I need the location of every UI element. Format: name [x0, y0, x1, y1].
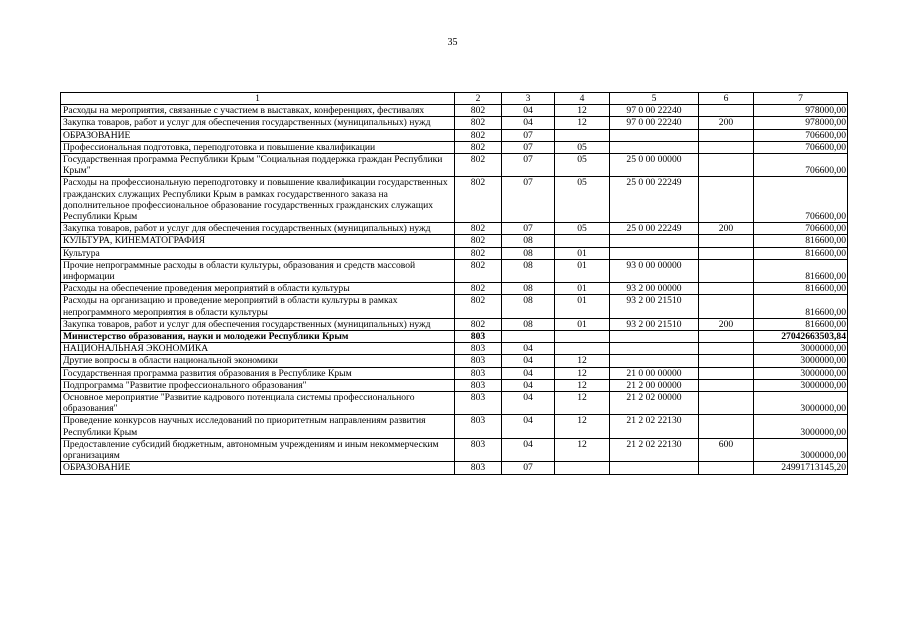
department-code-cell: 802 [455, 177, 502, 223]
department-code-cell: 803 [455, 438, 502, 461]
subsection-code-cell: 12 [555, 415, 610, 438]
amount-cell: 816600,00 [754, 318, 848, 330]
expense-name-cell: ОБРАЗОВАНИЕ [61, 129, 455, 141]
target-article-cell: 21 2 02 22130 [610, 415, 699, 438]
subsection-code-cell: 05 [555, 177, 610, 223]
expense-type-cell: 200 [699, 223, 754, 235]
target-article-cell: 21 2 02 00000 [610, 392, 699, 415]
target-article-cell: 21 0 00 00000 [610, 367, 699, 379]
amount-cell: 816600,00 [754, 259, 848, 282]
department-code-cell: 802 [455, 247, 502, 259]
target-article-cell [610, 462, 699, 474]
department-code-cell: 802 [455, 318, 502, 330]
expense-name-cell: Предоставление субсидий бюджетным, автономным учреждениям и иным некоммерческим организациям [61, 438, 455, 461]
header-cell: 2 [455, 93, 502, 105]
table-row [61, 392, 848, 415]
table-row [61, 295, 848, 318]
table-row [61, 129, 848, 141]
target-article-cell [610, 331, 699, 343]
header-cell: 7 [754, 93, 848, 105]
section-code-cell: 08 [502, 235, 555, 247]
department-code-cell: 802 [455, 141, 502, 153]
subsection-code-cell: 12 [555, 367, 610, 379]
amount-cell: 3000000,00 [754, 438, 848, 461]
target-article-cell: 25 0 00 22249 [610, 177, 699, 223]
department-code-cell: 803 [455, 355, 502, 367]
table-row [61, 355, 848, 367]
department-code-cell: 803 [455, 462, 502, 474]
target-article-cell [610, 355, 699, 367]
subsection-code-cell: 01 [555, 295, 610, 318]
section-code-cell: 07 [502, 129, 555, 141]
subsection-code-cell: 12 [555, 392, 610, 415]
amount-cell: 3000000,00 [754, 367, 848, 379]
subsection-code-cell: 05 [555, 154, 610, 177]
expense-name-cell: КУЛЬТУРА, КИНЕМАТОГРАФИЯ [61, 235, 455, 247]
subsection-code-cell: 12 [555, 117, 610, 129]
department-code-cell: 802 [455, 117, 502, 129]
section-code-cell: 07 [502, 462, 555, 474]
header-cell: 3 [502, 93, 555, 105]
amount-cell: 706600,00 [754, 141, 848, 153]
table-row [61, 247, 848, 259]
table-row [61, 367, 848, 379]
subsection-code-cell [555, 343, 610, 355]
target-article-cell: 25 0 00 00000 [610, 154, 699, 177]
expense-type-cell [699, 177, 754, 223]
table-row [61, 177, 848, 223]
header-cell: 4 [555, 93, 610, 105]
amount-cell: 3000000,00 [754, 343, 848, 355]
expense-type-cell [699, 129, 754, 141]
subsection-code-cell: 01 [555, 259, 610, 282]
subsection-code-cell [555, 331, 610, 343]
department-code-cell: 802 [455, 129, 502, 141]
header-cell: 1 [61, 93, 455, 105]
amount-cell: 816600,00 [754, 283, 848, 295]
expense-type-cell: 600 [699, 438, 754, 461]
department-code-cell: 802 [455, 105, 502, 117]
target-article-cell: 21 2 00 00000 [610, 379, 699, 391]
target-article-cell [610, 141, 699, 153]
expense-type-cell [699, 295, 754, 318]
amount-cell: 706600,00 [754, 223, 848, 235]
header-cell: 6 [699, 93, 754, 105]
budget-table [60, 92, 848, 475]
target-article-cell: 93 2 00 00000 [610, 283, 699, 295]
table-row [61, 331, 848, 343]
section-code-cell: 07 [502, 223, 555, 235]
expense-name-cell: Проведение конкурсов научных исследований по приоритетным направлениям развития Республики Крым [61, 415, 455, 438]
department-code-cell: 802 [455, 235, 502, 247]
section-code-cell: 04 [502, 117, 555, 129]
department-code-cell: 803 [455, 367, 502, 379]
amount-cell: 706600,00 [754, 129, 848, 141]
section-code-cell: 07 [502, 177, 555, 223]
subsection-code-cell: 01 [555, 283, 610, 295]
department-code-cell: 803 [455, 379, 502, 391]
section-code-cell: 04 [502, 379, 555, 391]
table-row [61, 259, 848, 282]
expense-name-cell: Профессиональная подготовка, переподготовка и повышение квалификации [61, 141, 455, 153]
expense-type-cell [699, 343, 754, 355]
subsection-code-cell: 12 [555, 438, 610, 461]
expense-type-cell [699, 259, 754, 282]
expense-type-cell [699, 154, 754, 177]
expense-name-cell: Государственная программа развития образования в Республике Крым [61, 367, 455, 379]
amount-cell: 816600,00 [754, 235, 848, 247]
expense-name-cell: ОБРАЗОВАНИЕ [61, 462, 455, 474]
target-article-cell [610, 129, 699, 141]
section-code-cell [502, 331, 555, 343]
table-row [61, 235, 848, 247]
target-article-cell [610, 247, 699, 259]
expense-type-cell [699, 392, 754, 415]
department-code-cell: 802 [455, 295, 502, 318]
amount-cell: 816600,00 [754, 295, 848, 318]
expense-type-cell [699, 331, 754, 343]
table-row [61, 318, 848, 330]
table-row [61, 343, 848, 355]
section-code-cell: 04 [502, 438, 555, 461]
department-code-cell: 802 [455, 283, 502, 295]
department-code-cell: 803 [455, 415, 502, 438]
target-article-cell: 97 0 00 22240 [610, 105, 699, 117]
expense-name-cell: Расходы на организацию и проведение мероприятий в области культуры в рамках непрограммного мероприятия в области культуры [61, 295, 455, 318]
section-code-cell: 08 [502, 259, 555, 282]
table-row [61, 117, 848, 129]
expense-name-cell: Культура [61, 247, 455, 259]
amount-cell: 3000000,00 [754, 379, 848, 391]
subsection-code-cell: 12 [555, 105, 610, 117]
expense-type-cell [699, 235, 754, 247]
section-code-cell: 07 [502, 154, 555, 177]
department-code-cell: 803 [455, 392, 502, 415]
expense-type-cell: 200 [699, 117, 754, 129]
amount-cell: 3000000,00 [754, 355, 848, 367]
expense-name-cell: Прочие непрограммные расходы в области культуры, образования и средств массовой информации [61, 259, 455, 282]
table-row [61, 462, 848, 474]
target-article-cell: 25 0 00 22249 [610, 223, 699, 235]
expense-name-cell: Другие вопросы в области национальной экономики [61, 355, 455, 367]
expense-name-cell: Закупка товаров, работ и услуг для обеспечения государственных (муниципальных) нужд [61, 117, 455, 129]
header-row [61, 93, 848, 105]
amount-cell: 978000,00 [754, 105, 848, 117]
table-row [61, 154, 848, 177]
table-row [61, 379, 848, 391]
target-article-cell: 21 2 02 22130 [610, 438, 699, 461]
amount-cell: 816600,00 [754, 247, 848, 259]
section-code-cell: 08 [502, 283, 555, 295]
section-code-cell: 08 [502, 318, 555, 330]
expense-type-cell [699, 415, 754, 438]
target-article-cell: 93 0 00 00000 [610, 259, 699, 282]
amount-cell: 706600,00 [754, 154, 848, 177]
expense-type-cell [699, 367, 754, 379]
expense-name-cell: Закупка товаров, работ и услуг для обеспечения государственных (муниципальных) нужд [61, 318, 455, 330]
subsection-code-cell: 01 [555, 318, 610, 330]
subsection-code-cell: 01 [555, 247, 610, 259]
expense-name-cell: Расходы на обеспечение проведения мероприятий в области культуры [61, 283, 455, 295]
section-code-cell: 04 [502, 392, 555, 415]
expense-type-cell [699, 247, 754, 259]
subsection-code-cell [555, 235, 610, 247]
target-article-cell: 93 2 00 21510 [610, 295, 699, 318]
expense-name-cell: НАЦИОНАЛЬНАЯ ЭКОНОМИКА [61, 343, 455, 355]
expense-name-cell: Расходы на мероприятия, связанные с участием в выставках, конференциях, фестивалях [61, 105, 455, 117]
page-number: 35 [447, 37, 458, 48]
amount-cell: 3000000,00 [754, 415, 848, 438]
expense-name-cell: Подпрограмма "Развитие профессионального образования" [61, 379, 455, 391]
expense-name-cell: Расходы на профессиональную переподготовку и повышение квалификации государственных гражданских служащих Республики Крым в рамках государственного заказа на дополнительное профессиональное образование государственных гражданских служащих Республики Крым [61, 177, 455, 223]
amount-cell: 706600,00 [754, 177, 848, 223]
subsection-code-cell: 12 [555, 379, 610, 391]
section-code-cell: 04 [502, 367, 555, 379]
target-article-cell: 93 2 00 21510 [610, 318, 699, 330]
target-article-cell [610, 343, 699, 355]
table-row [61, 223, 848, 235]
table-row [61, 415, 848, 438]
subsection-code-cell [555, 462, 610, 474]
section-code-cell: 08 [502, 295, 555, 318]
section-code-cell: 04 [502, 105, 555, 117]
subsection-code-cell: 12 [555, 355, 610, 367]
expense-type-cell [699, 355, 754, 367]
expense-type-cell [699, 141, 754, 153]
section-code-cell: 07 [502, 141, 555, 153]
table-row [61, 105, 848, 117]
expense-name-cell: Государственная программа Республики Крым "Социальная поддержка граждан Республики Крым" [61, 154, 455, 177]
department-code-cell: 803 [455, 331, 502, 343]
department-code-cell: 802 [455, 223, 502, 235]
expense-type-cell: 200 [699, 318, 754, 330]
section-code-cell: 04 [502, 415, 555, 438]
amount-cell: 24991713145,20 [754, 462, 848, 474]
table-row [61, 438, 848, 461]
expense-name-cell: Министерство образования, науки и молодежи Республики Крым [61, 331, 455, 343]
table-row [61, 141, 848, 153]
department-code-cell: 803 [455, 343, 502, 355]
section-code-cell: 04 [502, 355, 555, 367]
expense-type-cell [699, 105, 754, 117]
amount-cell: 27042663503,84 [754, 331, 848, 343]
expense-name-cell: Основное мероприятие "Развитие кадрового потенциала системы профессионального образования" [61, 392, 455, 415]
department-code-cell: 802 [455, 154, 502, 177]
expense-type-cell [699, 462, 754, 474]
expense-type-cell [699, 379, 754, 391]
target-article-cell: 97 0 00 22240 [610, 117, 699, 129]
table-row [61, 283, 848, 295]
subsection-code-cell [555, 129, 610, 141]
section-code-cell: 08 [502, 247, 555, 259]
header-cell: 5 [610, 93, 699, 105]
amount-cell: 978000,00 [754, 117, 848, 129]
section-code-cell: 04 [502, 343, 555, 355]
expense-name-cell: Закупка товаров, работ и услуг для обеспечения государственных (муниципальных) нужд [61, 223, 455, 235]
expense-type-cell [699, 283, 754, 295]
amount-cell: 3000000,00 [754, 392, 848, 415]
subsection-code-cell: 05 [555, 223, 610, 235]
target-article-cell [610, 235, 699, 247]
department-code-cell: 802 [455, 259, 502, 282]
subsection-code-cell: 05 [555, 141, 610, 153]
